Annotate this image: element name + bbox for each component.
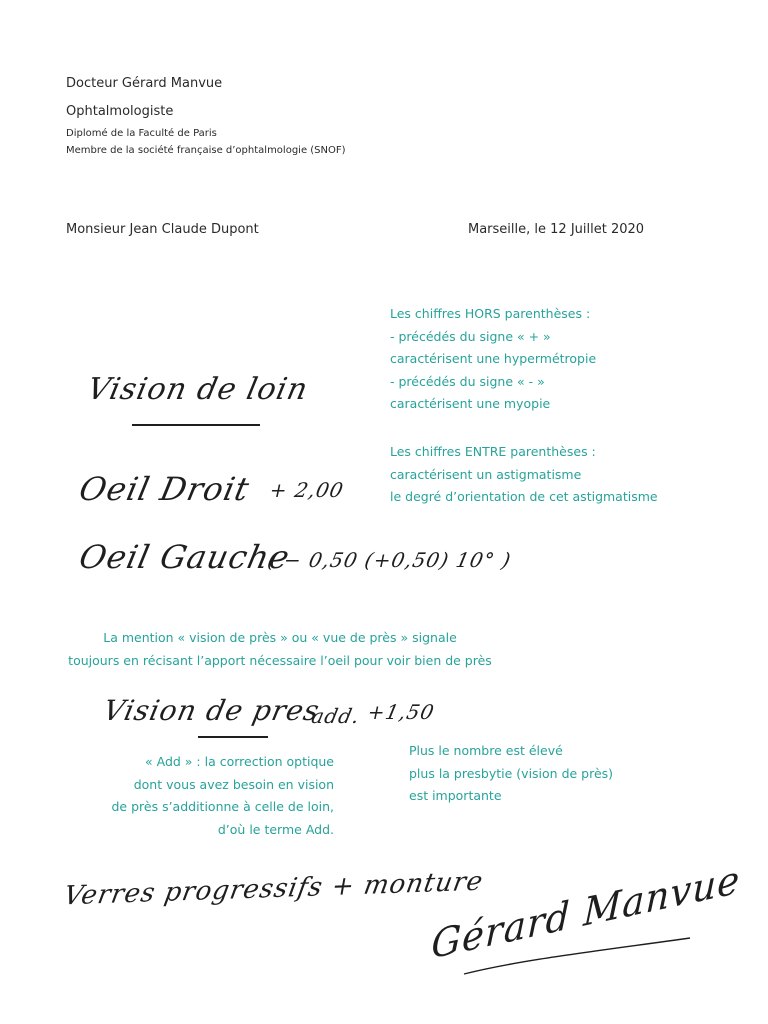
note-plus-meaning: caractérisent une hypermétropie (390, 351, 597, 366)
note-presbyopia (409, 740, 613, 808)
near-vision-heading: Vision de pres (100, 694, 323, 727)
note-near-vision (40, 627, 520, 672)
note-presbyopia-line-3: est importante (409, 788, 502, 803)
note-outside-title: Les chiffres HORS parenthèses : (390, 306, 591, 321)
note-plus-line: - précédés du signe « + » (390, 328, 551, 344)
place-date: Marseille, le 12 Juillet 2020 (468, 222, 645, 237)
signature: Gérard Manvue (430, 856, 742, 968)
note-inside-title: Les chiffres ENTRE parenthèses : (390, 444, 596, 459)
note-minus-line: - précédés du signe « - » (390, 373, 545, 389)
add-label: add. (309, 704, 363, 728)
note-presbyopia-line-2: plus la presbytie (vision de près) (409, 765, 614, 781)
note-add-line-1: « Add » : la correction optique (145, 754, 334, 769)
doctor-specialty: Ophtalmologiste (66, 104, 174, 119)
note-near-line-2: toujours en récisant l’apport nécessaire l’oeil pour voir bien de près (68, 652, 492, 668)
note-add-line-4: d’où le terme Add. (217, 821, 334, 837)
note-minus-meaning: caractérisent une myopie (390, 396, 551, 411)
lenses-prescription: Verres progressifs + monture (61, 866, 486, 912)
left-eye-value: ( − 0,50 (+0,50) 10° ) (265, 548, 514, 572)
patient-name: Monsieur Jean Claude Dupont (66, 222, 259, 237)
right-eye-value: + 2,00 (267, 478, 347, 502)
note-inside-parentheses (390, 441, 658, 509)
note-add-line-3: de près s’additionne à celle de loin, (111, 799, 334, 814)
note-near-line-1: La mention « vision de près » ou « vue de près » signale (103, 630, 457, 645)
note-inside-line-1: caractérisent un astigmatisme (390, 466, 582, 482)
near-heading-underline (198, 736, 268, 738)
distance-heading-underline (132, 424, 260, 426)
left-eye-label: Oeil Gauche (75, 538, 294, 576)
doctor-name: Docteur Gérard Manvue (66, 76, 223, 91)
doctor-credential-2: Membre de la société française d’ophtalmologie (SNOF) (66, 145, 346, 156)
note-add-explanation (40, 751, 334, 841)
right-eye-label: Oeil Droit (75, 470, 254, 508)
add-value: +1,50 (365, 700, 437, 724)
distance-vision-heading: Vision de loin (84, 372, 312, 407)
note-outside-parentheses (390, 303, 596, 416)
note-inside-line-2: le degré d’orientation de cet astigmatisme (390, 489, 658, 504)
doctor-credential-1: Diplomé de la Faculté de Paris (66, 128, 217, 139)
note-add-line-2: dont vous avez besoin en vision (133, 776, 334, 792)
signature-flourish (460, 930, 710, 980)
note-presbyopia-line-1: Plus le nombre est élevé (409, 743, 563, 758)
